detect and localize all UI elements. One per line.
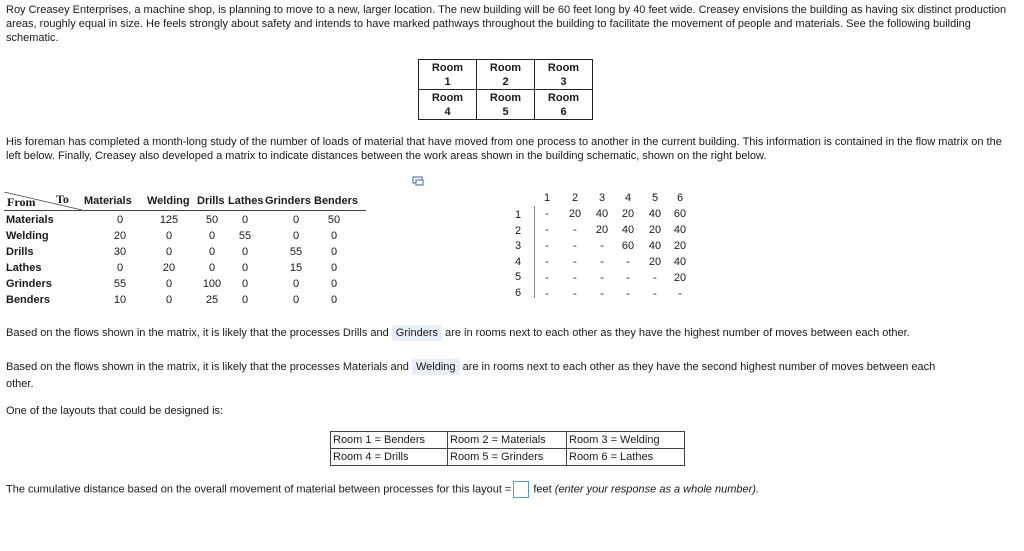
distance-cell: 40 (648, 208, 662, 220)
flow-cell: 0 (330, 262, 338, 274)
flow-cell: 50 (327, 214, 341, 226)
flow-cell: 0 (241, 278, 249, 290)
q2-text-before: Based on the flows shown in the matrix, it is likely that the processes Materials and (6, 361, 409, 373)
distance-cell: 20 (673, 272, 687, 284)
distance-col-header: 3 (598, 192, 606, 204)
layout-room-2: Room 2 = Materials (448, 432, 567, 449)
col-header-benders: Benders (314, 195, 359, 207)
flow-row (4, 230, 366, 246)
distance-cell: - (653, 288, 657, 300)
question-1 (6, 326, 1016, 340)
distance-cell: - (626, 288, 630, 300)
distance-cell: 20 (595, 224, 609, 236)
question-2 (6, 360, 1016, 374)
final-unit: feet (533, 483, 552, 496)
flow-row (4, 278, 366, 294)
flow-row (4, 294, 366, 310)
layout-room-1: Room 1 = Benders (331, 432, 448, 449)
building-schematic (418, 59, 593, 120)
q2-answer-dropdown[interactable]: Welding (412, 359, 460, 375)
flow-row-label: Drills (6, 246, 34, 258)
distance-cell: 20 (621, 208, 635, 220)
flow-row-label: Welding (6, 230, 49, 242)
flow-cell: 0 (241, 246, 249, 258)
final-question (6, 481, 1016, 498)
flow-cell: 0 (208, 262, 216, 274)
distance-row-label: 1 (514, 209, 522, 221)
col-header-drills: Drills (197, 195, 225, 207)
flow-row-label: Lathes (6, 262, 42, 274)
layout-room-6: Room 6 = Lathes (567, 449, 685, 466)
distance-cell: - (545, 272, 549, 284)
flow-cell: 0 (330, 278, 338, 290)
distance-cell: 40 (648, 240, 662, 252)
flow-row (4, 214, 366, 230)
room-5-cell: Room 5 (477, 90, 535, 120)
flow-row-label: Benders (6, 294, 51, 306)
flow-cell: 0 (208, 230, 216, 242)
flow-cell: 0 (241, 262, 249, 274)
distance-row-label: 3 (514, 240, 522, 252)
distance-cell: - (653, 272, 657, 284)
distance-cell: 40 (621, 224, 635, 236)
flow-cell: 0 (116, 262, 124, 274)
distance-cell: 40 (673, 224, 687, 236)
distance-row-label: 2 (514, 224, 522, 237)
flow-cell: 0 (330, 294, 338, 306)
distance-cell: - (545, 208, 549, 220)
flow-matrix-header (4, 192, 366, 211)
distance-cell: - (600, 272, 604, 284)
flow-cell: 0 (165, 230, 173, 242)
distance-col-header: 5 (651, 192, 659, 204)
distance-cell: - (678, 288, 682, 300)
flow-cell: 0 (241, 214, 249, 226)
data-copy-icon[interactable] (412, 176, 424, 186)
study-paragraph: His foreman has completed a month-long study of the number of loads of material that have moved from one process to another in the current building. This information is contained in the flow matrix on the left below. Finally, Creasey also developed a matrix to indicate distances between the work areas shown in the building schematic, shown on the right below. (6, 136, 1002, 162)
layout-table (330, 431, 685, 466)
distance-cell: - (626, 272, 630, 284)
q1-answer-dropdown[interactable]: Grinders (392, 325, 442, 341)
from-to-corner (4, 192, 82, 210)
distance-cell: - (573, 256, 577, 268)
flow-row (4, 246, 366, 262)
distance-cell: - (545, 256, 549, 268)
room-1-cell: Room 1 (419, 60, 477, 90)
col-header-materials: Materials (84, 195, 132, 207)
flow-row-label: Grinders (6, 278, 52, 290)
distance-cell: 40 (673, 256, 687, 268)
flow-cell: 30 (113, 246, 127, 258)
flow-cell: 25 (205, 294, 219, 306)
flow-cell: 0 (208, 246, 216, 258)
distance-cell: 20 (648, 256, 662, 268)
col-header-welding: Welding (147, 195, 190, 207)
flow-cell: 0 (292, 294, 300, 306)
distance-cell: - (600, 256, 604, 268)
flow-cell: 100 (202, 278, 222, 290)
layout-room-3: Room 3 = Welding (567, 432, 685, 449)
cumulative-distance-input[interactable] (513, 481, 529, 498)
layout-intro: One of the layouts that could be designed is: (6, 405, 224, 417)
flow-cell: 0 (165, 278, 173, 290)
intro-paragraph: Roy Creasey Enterprises, a machine shop, is planning to move to a new, larger location. The new building will be 60 feet long by 40 feet wide. Creasey envisions the building as having six distinct production areas, roughly equal in size. He feels strongly about safety and intends to have marked pathways throughout the building to facilitate the movement of people and materials. See the following building schematic. (6, 4, 1007, 44)
distance-col-header: 6 (676, 192, 684, 204)
distance-cell: - (573, 272, 577, 284)
flow-cell: 10 (113, 294, 127, 306)
to-label: To (56, 192, 69, 206)
distance-cell: - (545, 224, 549, 236)
from-label: From (7, 195, 36, 209)
flow-cell: 0 (292, 278, 300, 290)
flow-cell: 55 (289, 246, 303, 258)
distance-cell: 40 (595, 208, 609, 220)
room-2-cell: Room 2 (477, 60, 535, 90)
flow-cell: 20 (162, 262, 176, 274)
distance-cell: - (573, 240, 577, 252)
q1-text-before: Based on the flows shown in the matrix, it is likely that the processes Drills and (6, 327, 389, 339)
room-3-cell: Room 3 (535, 60, 593, 90)
distance-row-label: 6 (514, 286, 522, 299)
distance-cell: 60 (673, 208, 687, 220)
distance-cell: - (626, 256, 630, 268)
flow-row-label: Materials (6, 214, 54, 226)
distance-cell: - (600, 288, 604, 300)
final-hint: (enter your response as a whole number). (554, 483, 759, 496)
flow-cell: 55 (238, 230, 252, 242)
distance-cell: - (573, 288, 577, 300)
distance-cell: 20 (568, 208, 582, 220)
flow-cell: 0 (165, 246, 173, 258)
room-4-cell: Room 4 (419, 90, 477, 120)
flow-cell: 0 (116, 214, 124, 226)
flow-row (4, 262, 366, 278)
distance-cell: - (545, 288, 549, 300)
flow-cell: 0 (292, 214, 300, 226)
layout-room-5: Room 5 = Grinders (448, 449, 567, 466)
room-6-cell: Room 6 (535, 90, 593, 120)
distance-col-header: 2 (571, 192, 579, 204)
final-text-before: The cumulative distance based on the overall movement of material between processes for this layout = (6, 483, 512, 496)
flow-cell: 0 (241, 294, 249, 306)
layout-room-4: Room 4 = Drills (331, 449, 448, 466)
flow-cell: 0 (292, 230, 300, 242)
flow-cell: 50 (205, 214, 219, 226)
q2-text-after: are in rooms next to each other as they have the second highest number of moves between each (462, 361, 936, 373)
flow-cell: 0 (165, 294, 173, 306)
distance-row-label: 4 (514, 255, 522, 268)
distance-cell: 20 (648, 224, 662, 236)
distance-cell: - (573, 224, 577, 236)
col-header-lathes: Lathes (228, 195, 264, 207)
flow-cell: 20 (113, 230, 127, 242)
distance-matrix (507, 192, 697, 312)
distance-cell: 60 (621, 240, 635, 252)
distance-cell: - (545, 240, 549, 252)
flow-cell: 0 (330, 246, 338, 258)
distance-cell: - (600, 240, 604, 252)
q2-continuation: other. (6, 378, 34, 390)
col-header-grinders: Grinders (265, 195, 311, 207)
distance-col-header: 1 (543, 192, 551, 204)
flow-cell: 125 (159, 214, 179, 226)
distance-col-header: 4 (624, 192, 632, 204)
flow-cell: 15 (289, 262, 303, 274)
distance-cell: 20 (673, 240, 687, 252)
flow-cell: 55 (113, 278, 127, 290)
q1-text-after: are in rooms next to each other as they have the highest number of moves between each other. (445, 327, 910, 339)
flow-cell: 0 (330, 230, 338, 242)
distance-row-label: 5 (514, 271, 522, 283)
